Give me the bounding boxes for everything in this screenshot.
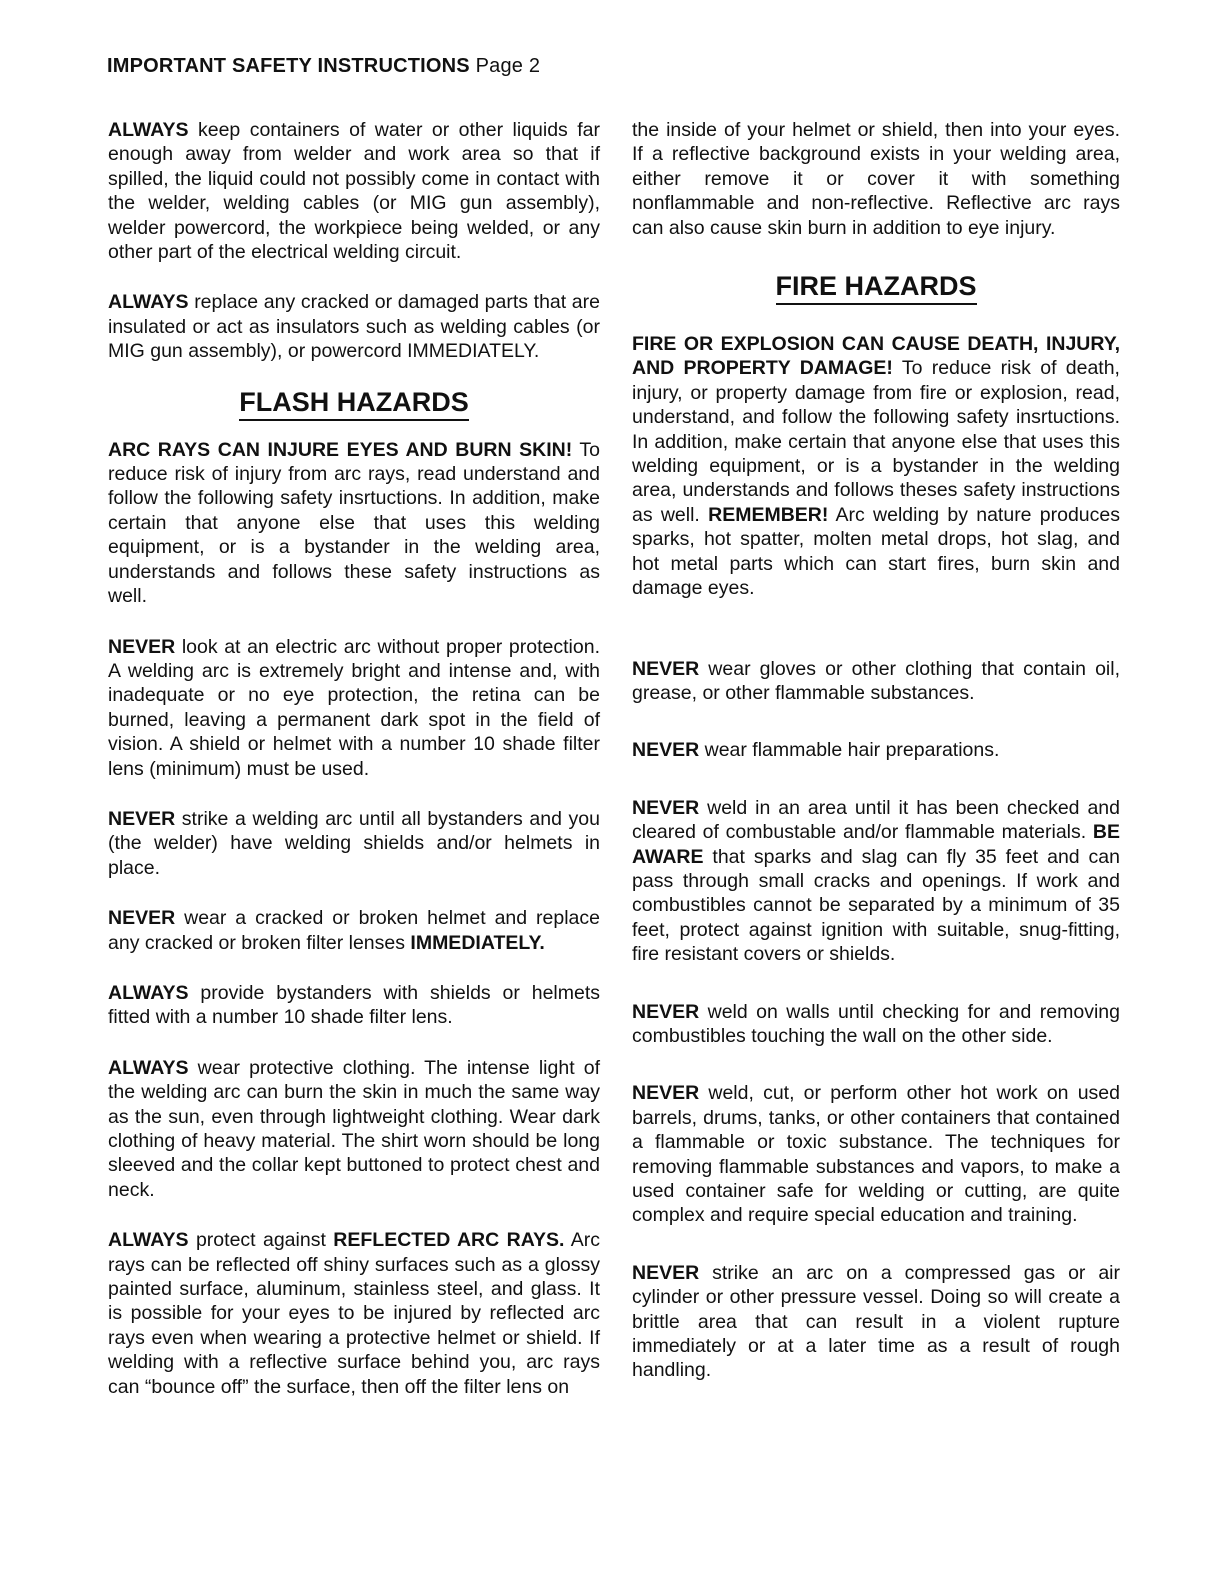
- paragraph-weld-area: [632, 796, 1120, 967]
- flash-hazards-heading: FLASH HAZARDS: [108, 386, 600, 418]
- paragraph-text: wear gloves or other clothing that contain oil, grease, or other flammable substances.: [632, 657, 1120, 704]
- paragraph-text: To reduce risk of death, injury, or property damage from fire or explosion, read, understand, and follow the following safety insrtuctions. In addition, make certain that anyone else that uses this welding equipment, or is a bystander in the welding area, understands and follows theses safety instructions as well.: [632, 357, 1120, 526]
- paragraph-text: strike a welding arc until all bystanders and you (the welder) have welding shields and/or helmets in place.: [108, 807, 600, 879]
- paragraph-text: wear a cracked or broken helmet and replace any cracked or broken filter lenses: [108, 907, 600, 954]
- lead-word: NEVER: [632, 739, 700, 762]
- paragraph-text: that sparks and slag can fly 35 feet and can pass through small cracks and openings. If work and combustibles cannot be separated by a minimum of 35 feet, protect against ignition with suitable, snug-fitting, fire resistant covers or shields.: [632, 845, 1120, 966]
- paragraph-text: weld in an area until it has been checked and cleared of combustable and/or flammable materials.: [632, 796, 1120, 844]
- lead-word: NEVER: [108, 807, 176, 830]
- lead-warning: ARC RAYS CAN INJURE EYES AND BURN SKIN!: [108, 438, 573, 461]
- paragraph-text: wear protective clothing. The intense light of the welding arc can burn the skin in much the same way as the sun, even through lightweight clothing. Wear dark clothing of heavy material. The shirt worn should be long sleeved and the collar kept buttoned to protect chest and neck.: [108, 1056, 600, 1201]
- paragraph-reflected-rays: ALWAYS protect against REFLECTED ARC RAYS. Arc rays can be reflected off shiny surfaces such as a glossy painted surface, aluminum, stainless steel, and glass. It is possible for your eyes to be injured by reflected arc rays even when wearing a protective helmet or shield. If welding with a reflective surface behind you, arc rays can “bounce off” the surface, then off the filter lens on: [108, 1229, 601, 1398]
- lead-word: NEVER: [632, 796, 700, 819]
- lead-word: ALWAYS: [108, 1056, 189, 1079]
- paragraph-liquids: [108, 118, 600, 264]
- paragraph-flammable-clothing: [632, 657, 1120, 706]
- paragraph-cracked-helmet: [108, 906, 600, 955]
- paragraph-text: keep containers of water or other liquids far enough away from welder and work area so that if spilled, the liquid could not possibly come in contact with the welder, welding cables (or MIG gun assembly), welder powercord, the workpiece being welded, or any other part of the electrical welding circuit.: [108, 119, 600, 264]
- left-column: [108, 118, 600, 1399]
- paragraph-replace-parts: [108, 290, 600, 363]
- paragraph-never-strike: [108, 807, 600, 880]
- paragraph-never-look: [108, 635, 600, 781]
- header-title: IMPORTANT SAFETY INSTRUCTIONS: [107, 55, 470, 77]
- lead-word: ALWAYS: [108, 119, 189, 141]
- emphasis-word: BE AWARE: [632, 821, 1120, 868]
- paragraph-text: weld on walls until checking for and removing combustibles touching the wall on the other side.: [632, 1000, 1120, 1047]
- right-column: [632, 118, 1120, 1383]
- paragraph-bystander-shields: [108, 981, 600, 1030]
- paragraph-walls: [632, 1000, 1120, 1049]
- emphasis-word: REFLECTED ARC RAYS.: [333, 1229, 565, 1252]
- paragraph-arc-rays: [108, 438, 600, 609]
- paragraph-text: weld, cut, or perform other hot work on used barrels, drums, tanks, or other containers that contained a flammable or toxic substance. The techniques for removing flammable substances and vapors, to make a used container safe for welding or cutting, are quite complex and require special education and training.: [632, 1082, 1120, 1227]
- lead-word: NEVER: [632, 1261, 700, 1284]
- header-page-number: Page 2: [475, 55, 541, 77]
- paragraph-text: To reduce risk of injury from arc rays, read understand and follow the following safety insrtuctions. In addition, make certain that anyone else that uses this welding equipment, or is a bystander in the welding area, understands and follows these safety instructions as well.: [108, 438, 600, 608]
- paragraph-text: strike an arc on a compressed gas or air cylinder or other pressure vessel. Doing so will create a brittle area that can result in a violent rupture immediately or at a later time as a result of rough handling.: [632, 1261, 1120, 1382]
- lead-word: NEVER: [632, 657, 700, 680]
- lead-word: NEVER: [108, 907, 176, 930]
- fire-hazards-heading: FIRE HAZARDS: [632, 270, 1120, 302]
- paragraph-text: wear flammable hair preparations.: [699, 739, 1000, 762]
- lead-word: ALWAYS: [108, 1229, 189, 1252]
- paragraph-text: replace any cracked or damaged parts that are insulated or act as insulators such as welding cables (or MIG gun assembly), or powercord IMMEDIATELY.: [108, 291, 600, 363]
- lead-word: ALWAYS: [108, 291, 189, 314]
- lead-word: ALWAYS: [108, 981, 189, 1004]
- paragraph-gas-cylinder: [632, 1261, 1120, 1383]
- paragraph-fire-explosion: [632, 332, 1120, 600]
- lead-warning: FIRE OR EXPLOSION CAN CAUSE DEATH, INJURY, AND PROPERTY DAMAGE!: [632, 333, 1120, 380]
- paragraph-text: Arc welding by nature produces sparks, hot spatter, molten metal drops, hot slag, and hot metal parts which can start fires, burn skin and damage eyes.: [632, 503, 1120, 600]
- lead-word: NEVER: [632, 1082, 700, 1105]
- paragraph-hair-preparations: [632, 738, 1120, 762]
- paragraph-containers: [632, 1081, 1120, 1227]
- emphasis-word: REMEMBER!: [708, 503, 829, 526]
- lead-word: NEVER: [108, 635, 176, 658]
- page-header: [107, 55, 540, 78]
- lead-word: NEVER: [632, 1000, 700, 1023]
- paragraph-text: provide bystanders with shields or helmets fitted with a number 10 shade filter lens.: [108, 981, 600, 1029]
- paragraph-protective-clothing: [108, 1056, 600, 1202]
- emphasis-word: IMMEDIATELY.: [410, 931, 545, 954]
- paragraph-text: Arc rays can be reflected off shiny surfaces such as a glossy painted surface, aluminum, stainless steel, and glass. It is possible for your eyes to be injured by reflected arc rays even when wearing a protective helmet or shield. If welding with a reflective surface behind you, arc rays can “bounce off” the surface, then off the filter lens on: [108, 1229, 601, 1398]
- paragraph-text: the inside of your helmet or shield, then into your eyes. If a reflective background exists in your welding area, either remove it or cover it with something nonflammable and non-reflective. Reflective arc rays can also cause skin burn in addition to eye injury.: [632, 119, 1120, 239]
- paragraph-reflective-background: [632, 118, 1120, 240]
- paragraph-text: look at an electric arc without proper protection. A welding arc is extremely bright and intense and, with inadequate or no eye protection, the retina can be burned, leaving a permanent dark spot in the field of vision. A shield or helmet with a number 10 shade filter lens (minimum) must be used.: [108, 635, 600, 780]
